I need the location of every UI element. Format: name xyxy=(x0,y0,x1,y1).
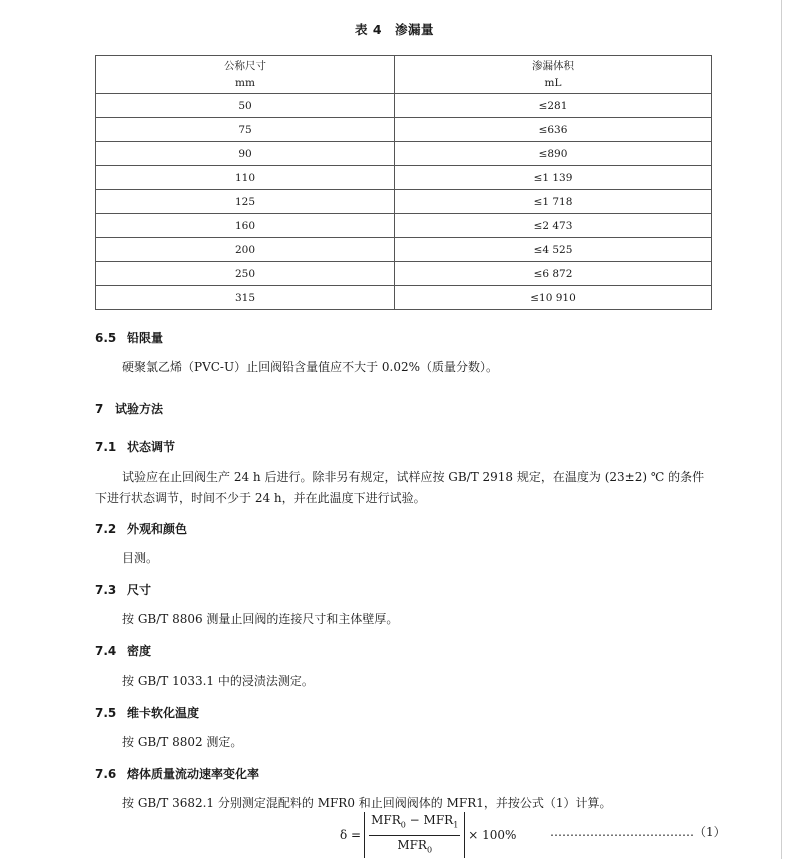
section-7-1-text: 试验应在止回阀生产 24 h 后进行。除非另有规定，试样应按 GB/T 2918 规定，在温度为 (23±2) ℃ 的条件下进行状态调节，时间不少于 24 h，并在此温度下进行试验。 xyxy=(95,470,705,505)
section-number: 7.5 xyxy=(95,706,117,720)
subscript-0: 0 xyxy=(426,844,433,854)
section-7-5-text: 按 GB/T 8802 测定。 xyxy=(122,735,243,749)
table-row xyxy=(96,262,712,286)
section-6-5-heading xyxy=(95,329,163,346)
section-7-2-heading xyxy=(95,520,187,537)
minus-sign: − xyxy=(405,813,424,828)
section-number: 7.4 xyxy=(95,644,117,658)
formula-tail: × 100% xyxy=(468,828,517,842)
formula-denominator xyxy=(397,836,432,858)
section-number: 7.2 xyxy=(95,522,117,536)
section-number: 7 xyxy=(95,402,104,416)
table-row xyxy=(96,118,712,142)
table-row xyxy=(96,142,712,166)
header-nominal-size xyxy=(96,56,395,94)
section-title: 维卡软化温度 xyxy=(127,706,200,720)
cell-size: 160 xyxy=(96,214,395,238)
mfr-text: MFR xyxy=(371,813,401,828)
section-7-3-heading xyxy=(95,581,151,598)
cell-size: 50 xyxy=(96,94,395,118)
cell-size: 110 xyxy=(96,166,395,190)
leakage-table xyxy=(95,55,712,310)
cell-size: 315 xyxy=(96,286,395,310)
section-number: 7.6 xyxy=(95,767,117,781)
header-leakage-volume-label: 渗漏体积 xyxy=(532,59,574,72)
section-7-2-text: 目测。 xyxy=(122,551,159,565)
section-7-6-heading xyxy=(95,765,259,782)
table-row xyxy=(96,166,712,190)
cell-volume: ≤2 473 xyxy=(395,214,712,238)
subscript-1: 1 xyxy=(453,820,459,830)
mfr-text: MFR xyxy=(423,813,454,828)
table-row xyxy=(96,214,712,238)
cell-size: 200 xyxy=(96,238,395,262)
cell-volume: ≤6 872 xyxy=(395,262,712,286)
section-number: 7.3 xyxy=(95,583,117,597)
section-7-4-heading xyxy=(95,642,151,659)
formula-numerator xyxy=(369,812,460,835)
section-number: 7.1 xyxy=(95,440,117,454)
section-title: 状态调节 xyxy=(127,440,176,454)
section-7-6-text: 按 GB/T 3682.1 分别测定混配料的 MFR0 和止回阀阀体的 MFR1，并按公式（1）计算。 xyxy=(122,796,612,810)
formula-number: ………………………………（1） xyxy=(550,825,726,839)
header-leakage-volume xyxy=(395,56,712,94)
section-title: 密度 xyxy=(127,644,152,658)
section-7-1-heading xyxy=(95,438,175,455)
header-nominal-size-label: 公称尺寸 xyxy=(224,59,266,72)
header-nominal-size-unit: mm xyxy=(235,76,255,89)
section-number: 6.5 xyxy=(95,331,117,345)
cell-volume: ≤10 910 xyxy=(395,286,712,310)
page-edge-line xyxy=(781,0,782,859)
section-title: 外观和颜色 xyxy=(127,522,188,536)
subscript-0: 0 xyxy=(400,820,406,830)
cell-volume: ≤636 xyxy=(395,118,712,142)
section-7-heading xyxy=(95,400,163,417)
section-title: 熔体质量流动速率变化率 xyxy=(127,767,260,781)
table-row xyxy=(96,94,712,118)
cell-size: 125 xyxy=(96,190,395,214)
section-6-5-text: 硬聚氯乙烯（PVC-U）止回阀铅含量值应不大于 0.02%（质量分数）。 xyxy=(122,360,499,374)
section-7-5-heading xyxy=(95,704,199,721)
section-7-3-text: 按 GB/T 8806 测量止回阀的连接尺寸和主体壁厚。 xyxy=(122,612,399,626)
cell-volume: ≤4 525 xyxy=(395,238,712,262)
header-leakage-volume-unit: mL xyxy=(544,76,562,89)
table-row xyxy=(96,238,712,262)
cell-volume: ≤890 xyxy=(395,142,712,166)
cell-size: 250 xyxy=(96,262,395,286)
table-row xyxy=(96,190,712,214)
formula-lhs: δ = xyxy=(340,828,362,842)
section-title: 尺寸 xyxy=(127,583,152,597)
section-title: 试验方法 xyxy=(115,402,164,416)
cell-size: 90 xyxy=(96,142,395,166)
section-title: 铅限量 xyxy=(127,331,164,345)
cell-size: 75 xyxy=(96,118,395,142)
table-row xyxy=(96,286,712,310)
formula-fraction xyxy=(364,812,465,858)
section-7-4-text: 按 GB/T 1033.1 中的浸渍法测定。 xyxy=(122,674,314,688)
formula-1 xyxy=(340,813,517,854)
cell-volume: ≤281 xyxy=(395,94,712,118)
table-title: 表 4 渗漏量 xyxy=(354,22,435,37)
mfr-text: MFR xyxy=(397,837,427,852)
cell-volume: ≤1 718 xyxy=(395,190,712,214)
cell-volume: ≤1 139 xyxy=(395,166,712,190)
